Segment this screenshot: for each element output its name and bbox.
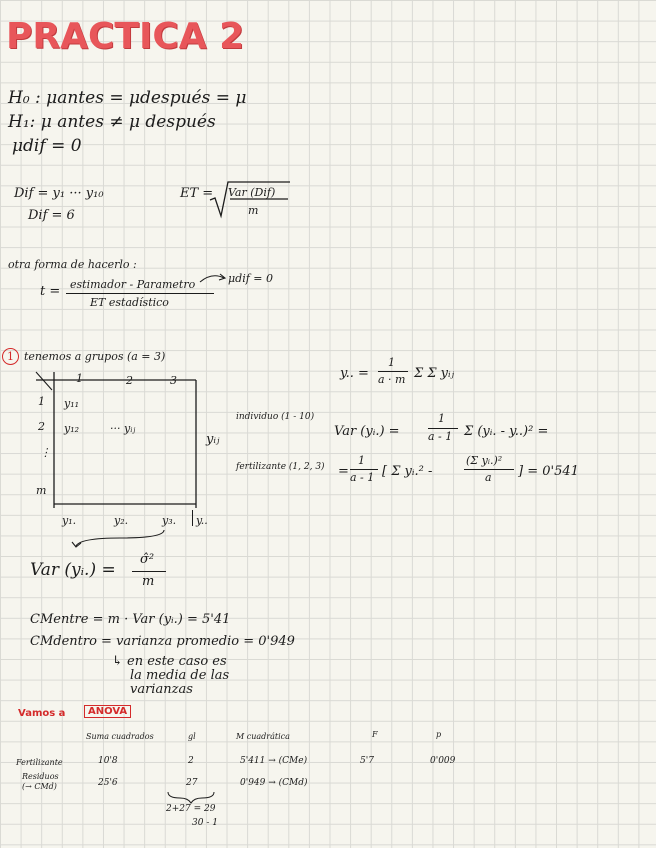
cm-dentro: CMdentro = varianza promedio = 0'949: [30, 634, 295, 649]
note-line3: varianzas: [130, 682, 193, 697]
anova-header: gl: [188, 732, 196, 741]
dif-line2: Dif = 6: [28, 208, 75, 223]
table-col-label: 1: [76, 372, 83, 385]
anova-header: F: [372, 730, 378, 739]
section-number-circle: 1: [2, 348, 19, 365]
var2-result: ] = 0'541: [518, 464, 579, 479]
cm-entre: CMentre = m · Var (yᵢ.) = 5'41: [30, 612, 231, 627]
anova-cell: 0'009: [430, 756, 456, 766]
var-yi-bar: [132, 571, 166, 572]
ybar-sum: Σ Σ yᵢⱼ: [414, 366, 455, 381]
gl-brace-icon: [166, 790, 216, 804]
h0-line: H₀ : μantes = μdespués = μ: [8, 88, 247, 108]
gl-note: 2+27 = 29: [166, 804, 216, 814]
t-label: t =: [40, 284, 61, 299]
var2-lhs: =: [338, 464, 349, 479]
yij-fertilizante-note: fertilizante (1, 2, 3): [236, 462, 325, 472]
var2-body: [ Σ yᵢ.² -: [382, 464, 433, 479]
table-cell: ··· yᵢⱼ: [110, 422, 136, 435]
mudif-line: μdif = 0: [12, 136, 82, 156]
anova-cell: 2: [188, 756, 194, 766]
var-num: 1: [438, 412, 445, 425]
var-yi-den: m: [142, 574, 155, 589]
anova-lead: Vamos a: [18, 708, 66, 719]
table-cell: y₁₁: [64, 397, 80, 410]
var2-inner-num: (Σ yᵢ.)²: [466, 454, 503, 467]
anova-cell: 27: [186, 778, 198, 788]
t-denominator: ET estadístico: [90, 296, 169, 309]
var2-fraction-bar: [350, 469, 378, 470]
other-way-heading: otra forma de hacerlo :: [8, 258, 137, 271]
t-fraction-bar: [66, 293, 214, 294]
table-grand-total: y..: [196, 514, 208, 527]
var2-den: a - 1: [350, 471, 375, 484]
gl-note2: 30 - 1: [192, 818, 218, 828]
var2-inner-den: a: [485, 471, 492, 484]
yij-individuo-note: individuo (1 - 10): [236, 412, 315, 422]
note-line2: la media de las: [130, 668, 230, 683]
table-col-label: 2: [126, 374, 133, 387]
var-fraction-bar: [428, 428, 458, 429]
var-yi-num: σ̂²: [140, 552, 155, 567]
anova-cell: 5'411 → (CMe): [240, 756, 308, 766]
section1-heading: tenemos a grupos (a = 3): [24, 350, 166, 363]
anova-cell: 25'6: [98, 778, 118, 788]
table-row-label: 2: [38, 420, 45, 433]
anova-row-label: Residuos (→ CMd): [22, 772, 59, 791]
var2-num: 1: [358, 454, 365, 467]
h1-line: H₁: μ antes ≠ μ después: [8, 112, 216, 132]
var-den: a - 1: [428, 430, 453, 443]
table-row-label: ⋮: [40, 446, 51, 459]
brace-arrow-icon: [60, 528, 170, 550]
anova-cell: 10'8: [98, 756, 118, 766]
ybar-fraction-bar: [378, 371, 408, 372]
total-separator: [192, 510, 193, 526]
var2-inner-bar: [464, 469, 514, 470]
page-title: PRACTICA 2: [6, 16, 245, 57]
arrow-note: μdif = 0: [228, 272, 273, 285]
var-sum: Σ (yᵢ. - y..)² =: [464, 424, 549, 439]
arrow-curved-icon: [198, 270, 228, 286]
table-col-label: 3: [170, 374, 177, 387]
t-numerator: estimador - Parametro: [70, 278, 196, 291]
ybar-lhs: y.. =: [340, 366, 369, 381]
anova-header: p: [436, 730, 442, 739]
anova-box: ANOVA: [84, 705, 131, 718]
table-cell: y₁₂: [64, 422, 80, 435]
var-lhs: Var (yᵢ.) =: [334, 424, 400, 439]
anova-header: Suma cuadrados: [86, 732, 154, 741]
dif-line1: Dif = y₁ ··· y₁₀: [14, 186, 104, 201]
table-total: y₁.: [62, 514, 77, 527]
ybar-num: 1: [388, 356, 395, 369]
note-line1: ↳ en este caso es: [112, 654, 227, 669]
table-total: y₃.: [162, 514, 177, 527]
var-yi-lhs: Var (yᵢ.) =: [30, 560, 116, 580]
et-label: ET =: [180, 186, 214, 201]
et-denominator: m: [248, 204, 259, 217]
et-numerator: Var (Dif): [228, 186, 276, 199]
yij-label: yᵢⱼ: [206, 432, 220, 447]
anova-header: M cuadrática: [236, 732, 290, 741]
anova-cell: 5'7: [360, 756, 374, 766]
table-total: y₂.: [114, 514, 129, 527]
table-row-label: m: [36, 484, 47, 497]
group-table-lines: [30, 368, 206, 518]
anova-row-label: Fertilizante: [16, 758, 63, 767]
ybar-den: a · m: [378, 373, 406, 386]
table-row-label: 1: [38, 395, 45, 408]
anova-cell: 0'949 → (CMd): [240, 778, 308, 788]
